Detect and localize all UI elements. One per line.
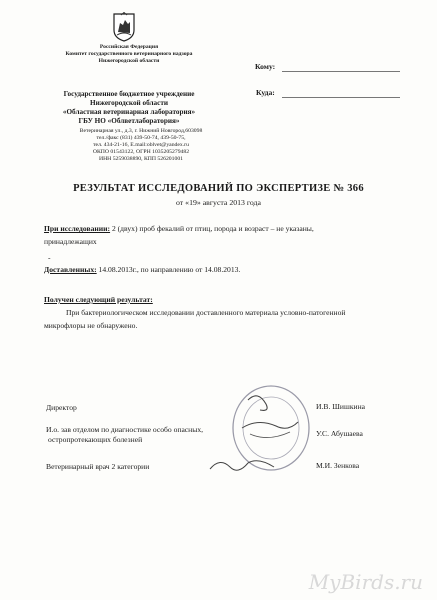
- institution-line-4: ГБУ НО «Облветлаборатория»: [78, 117, 180, 125]
- signature-vet-icon: [208, 455, 278, 477]
- address-line-2: тел./факс (831) 439-50-74, 439-50-75,: [96, 135, 186, 141]
- where-label: Куда:: [256, 88, 275, 97]
- watermark-logo: MyBirds.ru: [308, 570, 423, 594]
- head-role-line-2: остропротекающих болезней: [48, 435, 143, 444]
- page-title: РЕЗУЛЬТАТ ИССЛЕДОВАНИЙ ПО ЭКСПЕРТИЗЕ № 366: [73, 183, 364, 194]
- institution-line-3: «Областная ветеринарная лаборатория»: [62, 108, 196, 116]
- committee-label: Комитет государственного ветеринарного надзора: [65, 51, 193, 57]
- institution-line-1: Государственное бюджетное учреждение: [63, 90, 195, 98]
- vet-name: М.И. Зенкова: [316, 461, 360, 470]
- director-name: И.В. Шишкина: [316, 402, 366, 411]
- address-line-3: тел. 434-21-16, E.mail:oblvet@yandex.ru: [93, 142, 189, 148]
- result-text-1: При бактериологическом исследовании доставленного материала условно-патогенной: [66, 308, 346, 317]
- result-label-text: Получен следующий результат:: [44, 295, 153, 304]
- head-role-line-1: И.о. зав отделом по диагностике особо опасных,: [46, 425, 204, 434]
- address-line-1: Ветеринарная ул., д.3, г. Нижний Новгород,603098: [79, 128, 203, 134]
- result-text-2: микрофлоры не обнаружено.: [44, 321, 138, 330]
- vet-role: Ветеринарный врач 2 категории: [46, 462, 150, 471]
- examined-text: 2 (двух) проб фекалий от птиц, порода и возраст – не указаны,: [110, 224, 314, 233]
- federation-label: Российская Федерация: [99, 44, 159, 50]
- head-name: У.С. Абушаева: [316, 429, 363, 438]
- institution-line-2: Нижегородской области: [89, 99, 168, 107]
- address-line-5: ИНН 5259038890, КПП 526201001: [98, 156, 184, 162]
- to-label: Кому:: [255, 62, 276, 71]
- examined-owner: принадлежащих: [44, 237, 97, 246]
- delivered-label: Доставленных:: [44, 265, 97, 274]
- examined-dash: -: [48, 253, 51, 262]
- to-field-line: [282, 71, 400, 72]
- director-role: Директор: [46, 403, 77, 412]
- region-label: Нижегородской области: [98, 58, 160, 64]
- address-line-4: ОКПО 01543122, ОГРН 1035205279482: [92, 149, 190, 155]
- document-date: от «19» августа 2013 года: [176, 198, 261, 207]
- delivered-paragraph: [44, 264, 240, 276]
- result-label: [44, 294, 153, 306]
- examined-paragraph: [44, 223, 314, 235]
- where-field-line: [282, 97, 400, 98]
- delivered-text: 14.08.2013г., по направлению от 14.08.2013.: [96, 265, 241, 274]
- examined-label: При исследовании:: [44, 224, 111, 233]
- coat-of-arms-icon: [112, 12, 136, 42]
